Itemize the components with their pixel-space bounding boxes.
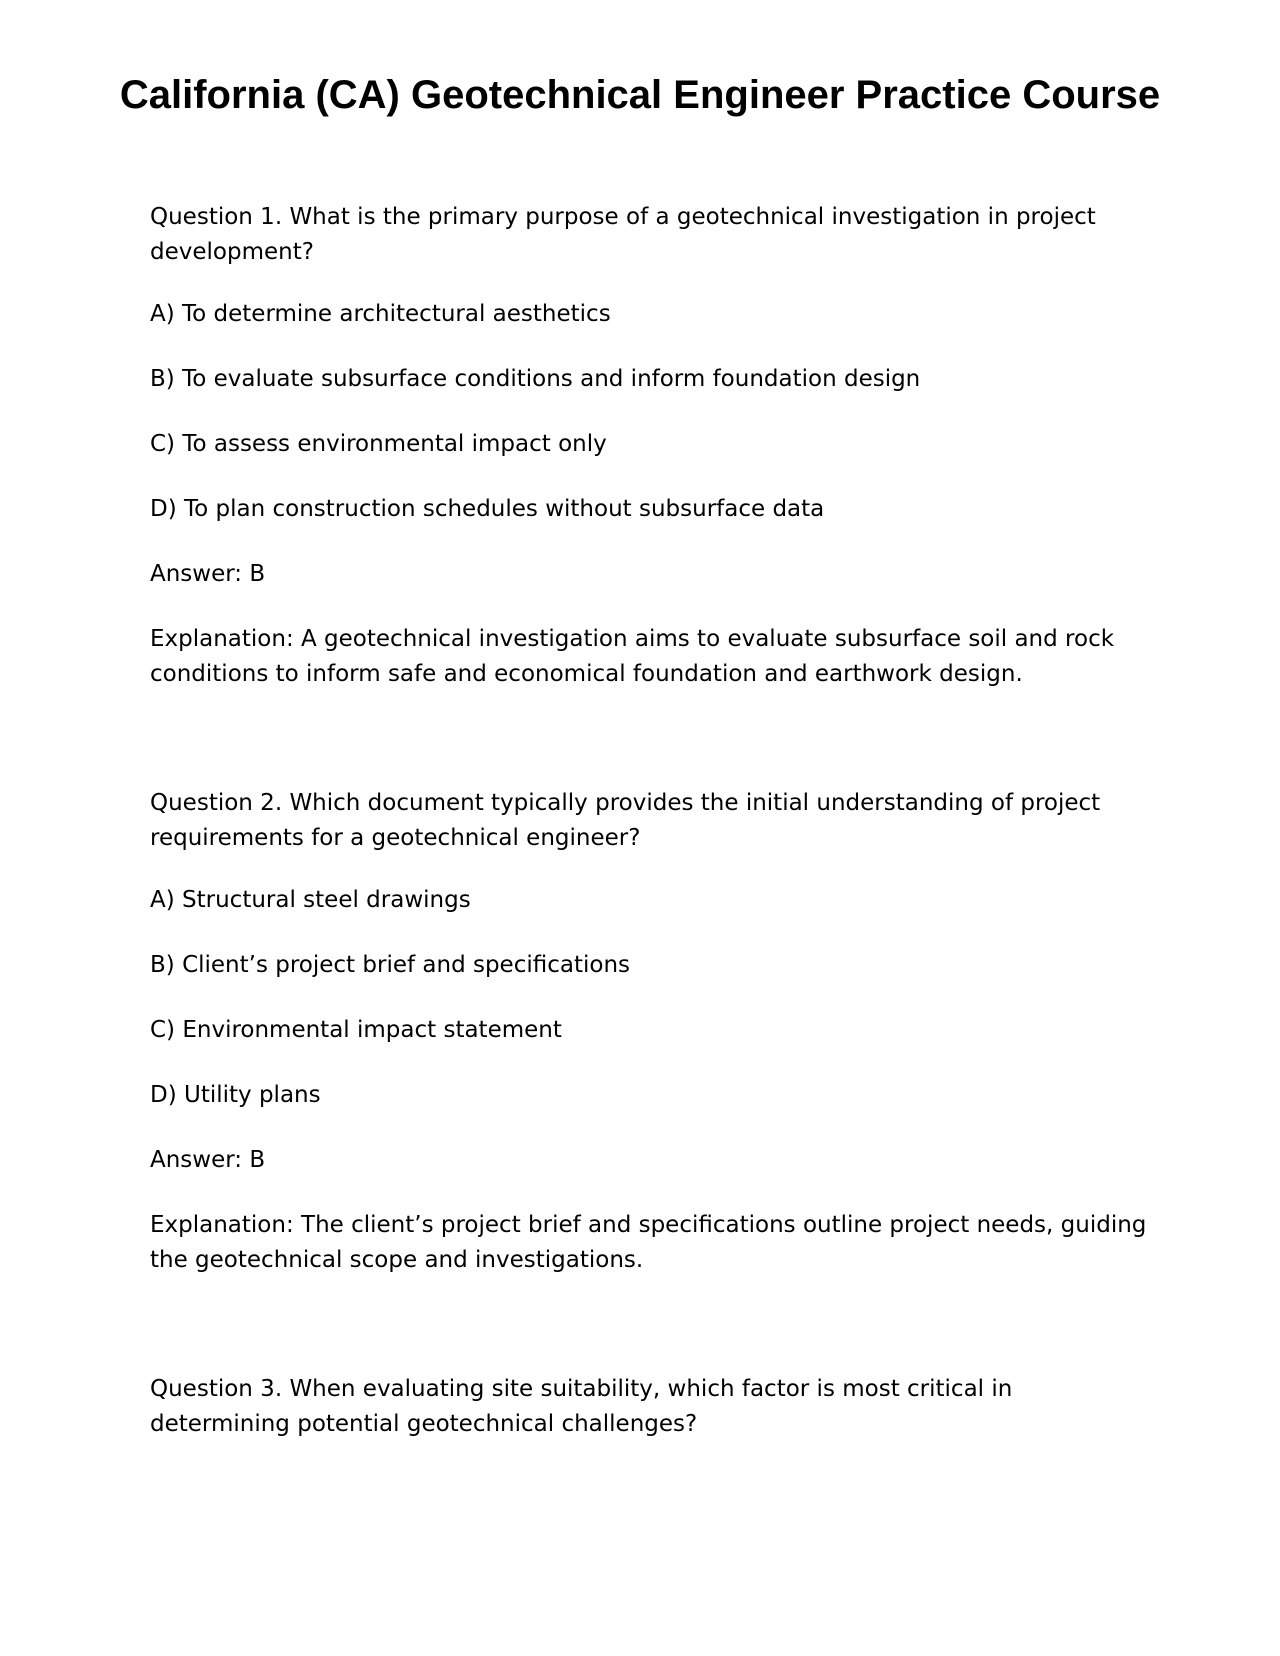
question-3 [150, 1372, 1150, 1442]
explanation: Explanation: The client’s project brief and specifications outline project needs, guiding the geotechnical scope and investigations. [150, 1212, 1147, 1273]
option-d: D) Utility plans [150, 1082, 321, 1108]
answer: Answer: B [150, 561, 266, 587]
option-c: C) Environmental impact statement [150, 1017, 562, 1043]
option-d: D) To plan construction schedules without subsurface data [150, 496, 825, 522]
explanation: Explanation: A geotechnical investigation aims to evaluate subsurface soil and rock conditions to inform safe and economical foundation and earthwork design. [150, 626, 1115, 687]
option-a: A) Structural steel drawings [150, 887, 471, 913]
option-a: A) To determine architectural aesthetics [150, 301, 611, 327]
answer: Answer: B [150, 1147, 266, 1173]
question-text: Question 3. When evaluating site suitability, which factor is most critical in determining potential geotechnical challenges? [150, 1376, 1013, 1437]
question-text: Question 1. What is the primary purpose of a geotechnical investigation in project development? [150, 204, 1096, 265]
option-c: C) To assess environmental impact only [150, 431, 607, 457]
question-1 [150, 200, 1150, 692]
option-b: B) Client’s project brief and specifications [150, 952, 631, 978]
document-body [150, 200, 1150, 1442]
document-title: California (CA) Geotechnical Engineer Practice Course [119, 73, 1161, 117]
question-text: Question 2. Which document typically provides the initial understanding of project requirements for a geotechnical engineer? [150, 790, 1101, 851]
option-b: B) To evaluate subsurface conditions and inform foundation design [150, 366, 921, 392]
question-2 [150, 786, 1150, 1278]
